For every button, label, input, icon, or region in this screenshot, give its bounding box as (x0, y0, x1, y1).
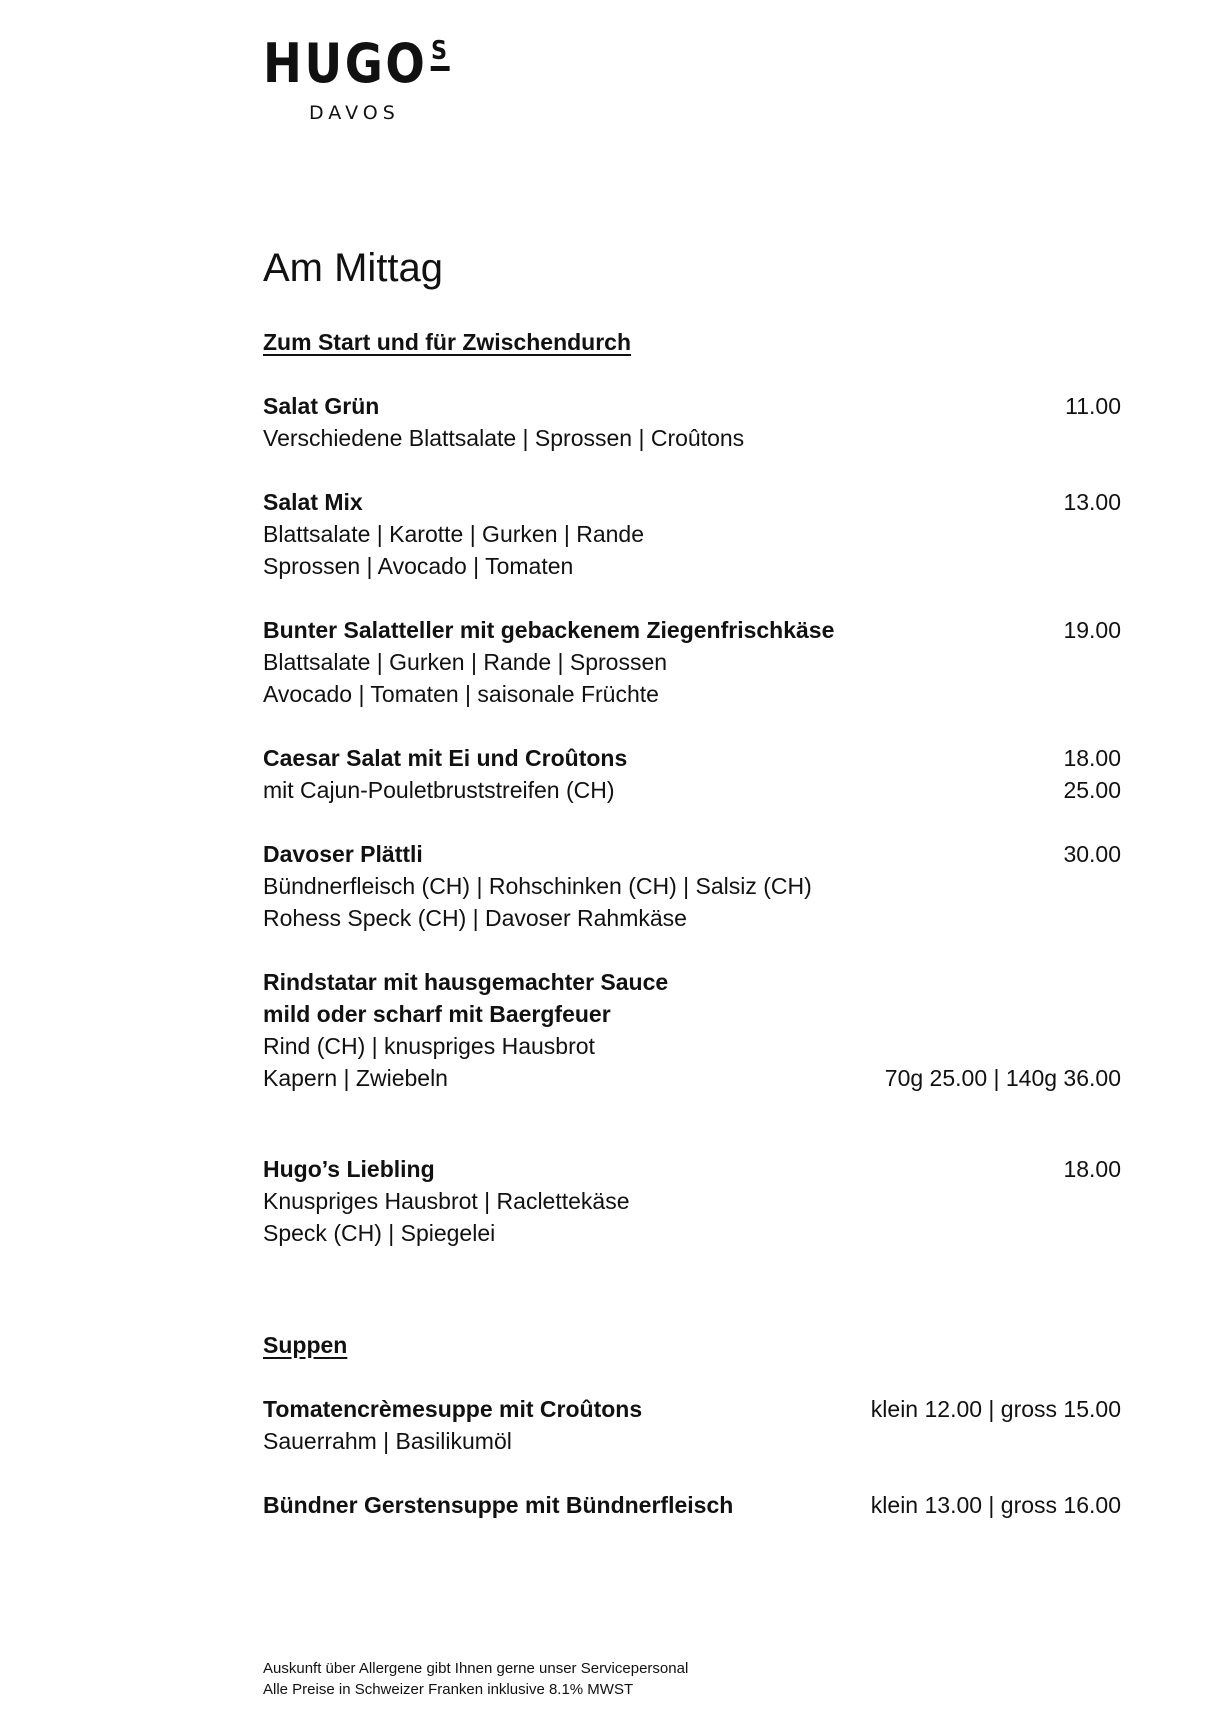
section-heading-start: Zum Start und für Zwischendurch (263, 329, 632, 355)
item-name: Bündner Gerstensuppe mit Bündnerfleisch (263, 1492, 734, 1518)
footer-allergen-note: Auskunft über Allergene gibt Ihnen gerne unser Servicepersonal (263, 1660, 689, 1677)
menu-item-rindstatar (263, 966, 1121, 1094)
item-price: 11.00 (1065, 393, 1121, 419)
brand-name-suffix: S (431, 38, 450, 71)
item-price: 70g 25.00 | 140g 36.00 (884, 1065, 1121, 1091)
item-name: Salat Grün (263, 393, 380, 419)
item-price: klein 12.00 | gross 15.00 (870, 1396, 1121, 1422)
menu-item-tomatencremesuppe (263, 1393, 1121, 1457)
item-description: mit Cajun-Pouletbruststreifen (CH) (263, 777, 615, 803)
item-description: Verschiedene Blattsalate | Sprossen | Croûtons (263, 425, 745, 451)
item-name: Bunter Salatteller mit gebackenem Ziegenfrischkäse (263, 617, 835, 643)
item-description: Rohess Speck (CH) | Davoser Rahmkäse (263, 905, 687, 931)
footer-price-note: Alle Preise in Schweizer Franken inklusive 8.1% MWST (263, 1681, 634, 1698)
item-name: Rindstatar mit hausgemachter Sauce (263, 969, 669, 995)
section-heading-suppen: Suppen (263, 1332, 348, 1358)
menu-item-bunter-salatteller (263, 614, 1121, 710)
item-description: Speck (CH) | Spiegelei (263, 1220, 496, 1246)
page-title: Am Mittag (263, 246, 444, 290)
brand-logo (263, 34, 463, 124)
item-option-price: 25.00 (1063, 777, 1121, 803)
footer-note (263, 1658, 688, 1700)
item-description: Rind (CH) | knuspriges Hausbrot (263, 1033, 595, 1059)
item-description: Sprossen | Avocado | Tomaten (263, 553, 574, 579)
item-description: Kapern | Zwiebeln (263, 1065, 448, 1091)
item-name: Salat Mix (263, 489, 363, 515)
item-price: 30.00 (1063, 841, 1121, 867)
item-price: klein 13.00 | gross 16.00 (870, 1492, 1121, 1518)
item-name: Davoser Plättli (263, 841, 423, 867)
item-name: Tomatencrèmesuppe mit Croûtons (263, 1396, 643, 1422)
item-name: Hugo’s Liebling (263, 1156, 435, 1182)
menu-item-hugos-liebling (263, 1153, 1121, 1249)
item-price: 18.00 (1063, 1156, 1121, 1182)
menu-item-davoser-plaettli (263, 838, 1121, 934)
brand-wordmark (263, 32, 450, 95)
brand-name: HUGO (263, 32, 428, 95)
brand-location: DAVOS (309, 102, 400, 124)
item-price: 18.00 (1063, 745, 1121, 771)
item-name: Caesar Salat mit Ei und Croûtons (263, 745, 628, 771)
item-description: Knuspriges Hausbrot | Raclettekäse (263, 1188, 630, 1214)
item-description: Bündnerfleisch (CH) | Rohschinken (CH) | Salsiz (CH) (263, 873, 812, 899)
menu-item-gerstensuppe (263, 1489, 1121, 1521)
item-description: Blattsalate | Gurken | Rande | Sprossen (263, 649, 668, 675)
item-price: 19.00 (1063, 617, 1121, 643)
menu-item-caesar-salat (263, 742, 1121, 806)
item-name-line-2: mild oder scharf mit Baergfeuer (263, 1001, 611, 1027)
menu-item-salat-gruen (263, 390, 1121, 454)
menu-item-salat-mix (263, 486, 1121, 582)
item-description: Sauerrahm | Basilikumöl (263, 1428, 512, 1454)
item-price: 13.00 (1063, 489, 1121, 515)
menu-content (263, 326, 1121, 1521)
item-description: Blattsalate | Karotte | Gurken | Rande (263, 521, 645, 547)
item-description: Avocado | Tomaten | saisonale Früchte (263, 681, 659, 707)
